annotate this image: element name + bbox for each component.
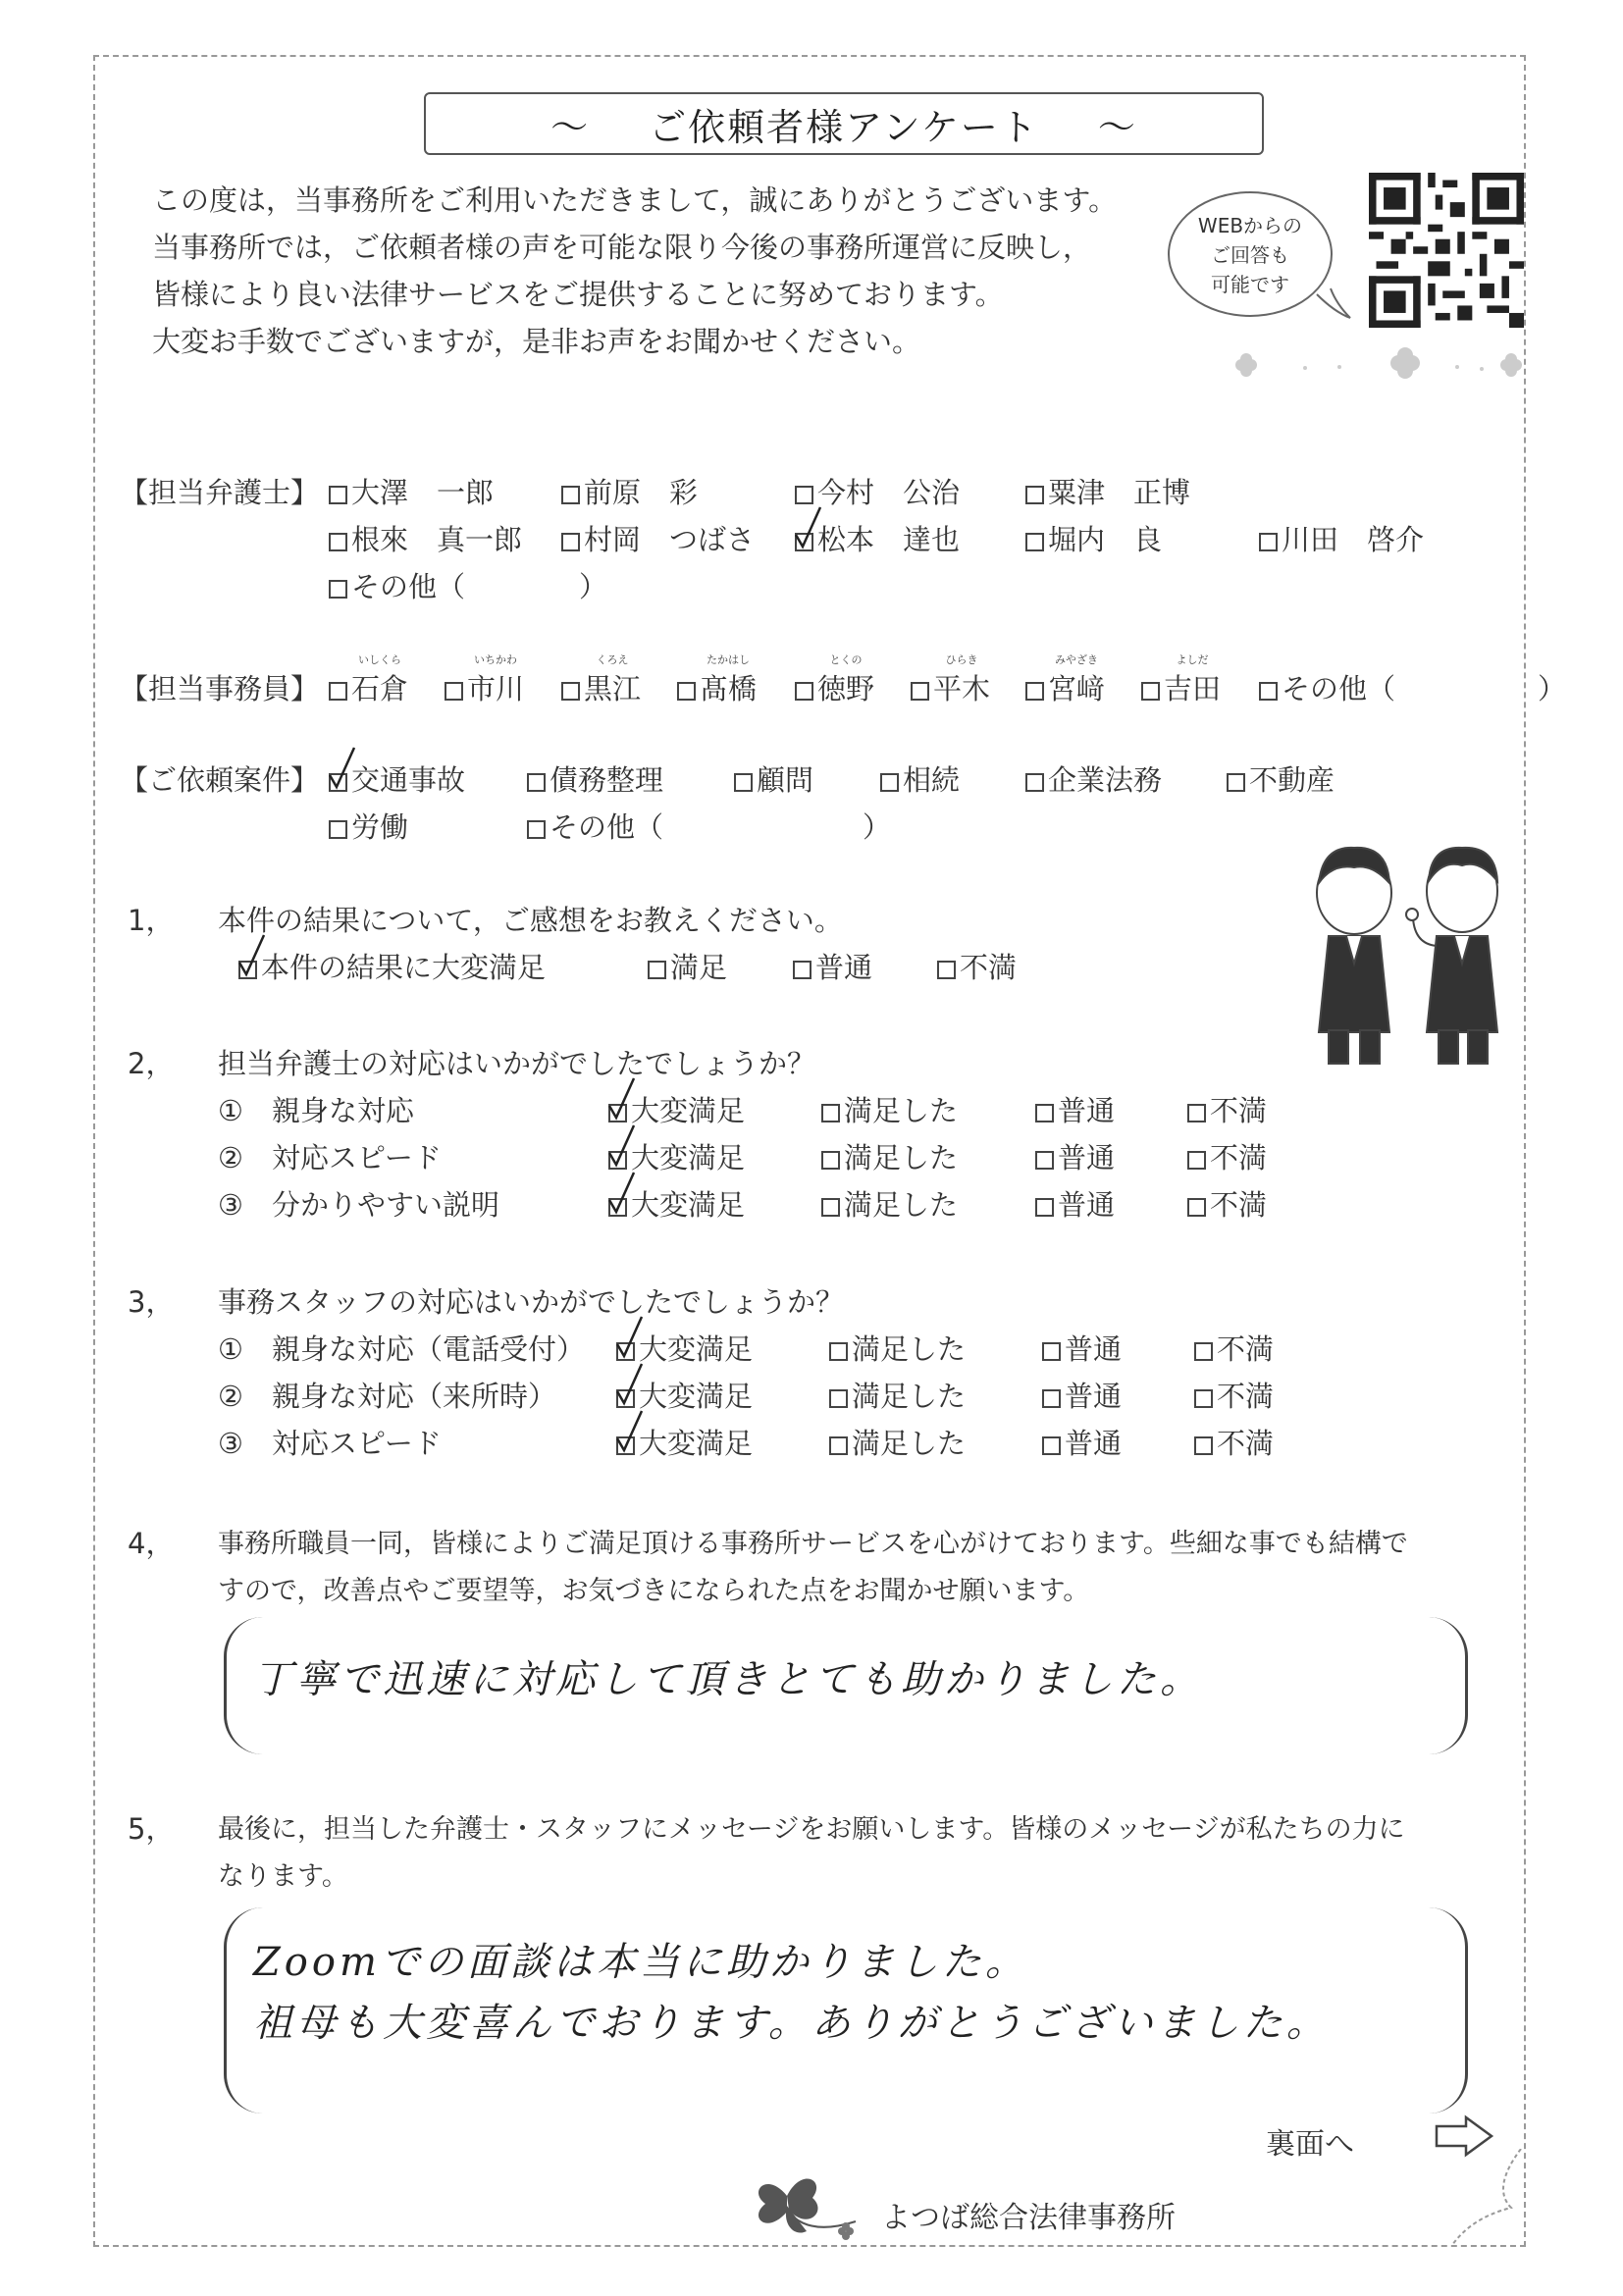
q1-option[interactable] bbox=[793, 946, 872, 986]
checkbox-icon[interactable] bbox=[911, 682, 929, 701]
q1-text: 本件の結果について，ご感想をお教えください。 bbox=[218, 904, 843, 937]
q3-option-label: 満足した bbox=[852, 1427, 967, 1460]
q3-option-label: 満足した bbox=[852, 1332, 967, 1366]
checkbox-icon[interactable] bbox=[1042, 1389, 1061, 1408]
checkbox-icon[interactable] bbox=[1227, 773, 1245, 792]
case-option-other[interactable] bbox=[527, 806, 891, 846]
checkbox-icon[interactable] bbox=[329, 682, 347, 701]
staff-option[interactable] bbox=[329, 653, 409, 707]
q2-option[interactable] bbox=[1035, 1183, 1115, 1224]
bubble-line: 可能です bbox=[1211, 273, 1289, 296]
q1-option-checked[interactable] bbox=[238, 946, 546, 986]
q5-number: 5， bbox=[128, 1812, 175, 1846]
checkbox-icon[interactable] bbox=[608, 1104, 627, 1122]
q3-option[interactable] bbox=[1194, 1422, 1274, 1462]
q2-option-label: 大変満足 bbox=[631, 1141, 746, 1174]
checkbox-icon[interactable] bbox=[329, 773, 347, 792]
checkbox-icon[interactable] bbox=[1025, 486, 1044, 504]
q2-option-label: 不満 bbox=[1210, 1188, 1268, 1222]
lawyer-name: 松本 達也 bbox=[817, 523, 961, 556]
q3-option-label: 普通 bbox=[1065, 1427, 1123, 1460]
lawyer-name: 粟津 正博 bbox=[1048, 476, 1191, 509]
checkbox-icon[interactable] bbox=[795, 682, 813, 701]
q3-option[interactable] bbox=[1042, 1422, 1122, 1462]
staff-name: 平木 bbox=[933, 672, 991, 705]
q2-number: 2， bbox=[128, 1047, 175, 1080]
intro-line-1: この度は，当事務所をご利用いただきまして，誠にありがとうございます。 bbox=[152, 183, 1118, 217]
q3-row-label: ③ 対応スピード bbox=[218, 1427, 442, 1460]
checkbox-icon[interactable] bbox=[1035, 1151, 1054, 1170]
q3-option-label: 満足した bbox=[852, 1380, 967, 1413]
staff-ruby: たかはし bbox=[707, 653, 750, 666]
case-option[interactable] bbox=[734, 758, 813, 799]
qr-code-icon[interactable] bbox=[1369, 173, 1524, 328]
case-option[interactable] bbox=[329, 806, 408, 846]
lawyer-name: 前原 彩 bbox=[584, 476, 699, 509]
lawyer-name: 根來 真一郎 bbox=[351, 523, 523, 556]
case-name: 顧問 bbox=[757, 763, 814, 797]
q5-answer-line-1: Zoomでの面談は本当に助かりました。 bbox=[253, 1940, 1028, 1985]
staff-ruby: いちかわ bbox=[474, 653, 517, 666]
staff-option[interactable] bbox=[677, 653, 758, 707]
q2-option-checked[interactable] bbox=[608, 1136, 745, 1176]
checkbox-icon[interactable] bbox=[795, 486, 813, 504]
staff-name: 吉田 bbox=[1164, 672, 1222, 705]
staff-ruby: ひらき bbox=[945, 653, 978, 666]
checkbox-icon[interactable] bbox=[1042, 1342, 1061, 1361]
checkbox-icon[interactable] bbox=[1025, 533, 1044, 551]
staff-name: 市川 bbox=[467, 672, 525, 705]
case-name: 不動産 bbox=[1249, 763, 1335, 797]
checkbox-icon[interactable] bbox=[329, 486, 347, 504]
q2-option-checked[interactable] bbox=[608, 1183, 745, 1224]
staff-option[interactable] bbox=[1025, 653, 1106, 707]
web-answer-bubble bbox=[1168, 191, 1333, 317]
checkbox-icon[interactable] bbox=[648, 961, 666, 979]
lawyer-option[interactable] bbox=[561, 471, 698, 511]
lawyer-option[interactable] bbox=[795, 471, 960, 511]
checkbox-icon[interactable] bbox=[608, 1151, 627, 1170]
checkbox-icon[interactable] bbox=[616, 1389, 635, 1408]
page-curl-icon bbox=[1452, 2149, 1526, 2247]
lawyer-option[interactable] bbox=[561, 518, 755, 558]
page-title: ご依頼者様アンケート bbox=[649, 105, 1039, 149]
clover-decoration-icon bbox=[1212, 343, 1536, 392]
q3-option-label: 不満 bbox=[1217, 1380, 1275, 1413]
q1-option-label: 本件の結果に大変満足 bbox=[261, 951, 547, 984]
checkbox-icon[interactable] bbox=[829, 1389, 848, 1408]
checkbox-icon[interactable] bbox=[329, 580, 347, 599]
staff-ruby: みやざき bbox=[1055, 653, 1098, 666]
q1-option-label: 普通 bbox=[815, 951, 873, 984]
checkbox-icon[interactable] bbox=[1042, 1436, 1061, 1455]
checkbox-icon[interactable] bbox=[329, 820, 347, 839]
q2-option-checked[interactable] bbox=[608, 1089, 745, 1129]
q3-row-label: ① 親身な対応（電話受付） bbox=[218, 1332, 585, 1366]
checkbox-icon[interactable] bbox=[1035, 1198, 1054, 1217]
lawyer-label: 【担当弁護士】 bbox=[120, 476, 320, 509]
checkbox-icon[interactable] bbox=[1035, 1104, 1054, 1122]
q4-text-line-2: すので，改善点やご要望等，お気づきになられた点をお聞かせ願います。 bbox=[218, 1576, 1090, 1606]
staff-option[interactable] bbox=[795, 653, 875, 707]
q1-number: 1， bbox=[128, 904, 175, 937]
q2-option-label: 大変満足 bbox=[631, 1188, 746, 1222]
bubble-tail-icon bbox=[1315, 285, 1354, 324]
q2-option-label: 不満 bbox=[1210, 1094, 1268, 1127]
q2-option[interactable] bbox=[1187, 1136, 1267, 1176]
q3-option[interactable] bbox=[1042, 1375, 1122, 1415]
q3-option[interactable] bbox=[1194, 1375, 1274, 1415]
lawyer-option[interactable] bbox=[1259, 518, 1424, 558]
q4-number: 4， bbox=[128, 1527, 175, 1560]
q2-option-label: 満足した bbox=[844, 1094, 959, 1127]
q2-option-label: 普通 bbox=[1058, 1141, 1116, 1174]
lawyer-name: 村岡 つばさ bbox=[584, 523, 756, 556]
lawyer-option-checked[interactable] bbox=[795, 518, 960, 558]
staff-option[interactable] bbox=[561, 653, 642, 707]
checkbox-icon[interactable] bbox=[1259, 682, 1278, 701]
staff-name: 徳野 bbox=[817, 672, 875, 705]
q3-option[interactable] bbox=[829, 1422, 966, 1462]
checkbox-icon[interactable] bbox=[793, 961, 812, 979]
intro-line-3: 皆様により良い法律サービスをご提供することに努めております。 bbox=[152, 278, 1004, 311]
checkbox-icon[interactable] bbox=[1194, 1342, 1213, 1361]
q3-number: 3， bbox=[128, 1285, 175, 1319]
title-tilde-left: ～ bbox=[550, 105, 591, 149]
checkbox-icon[interactable] bbox=[561, 533, 580, 551]
staff-ruby: くろえ bbox=[596, 653, 629, 666]
q2-option[interactable] bbox=[821, 1183, 958, 1224]
q3-option[interactable] bbox=[1194, 1328, 1274, 1368]
staff-option-other[interactable] bbox=[1259, 667, 1566, 707]
q2-option[interactable] bbox=[1187, 1089, 1267, 1129]
q2-option[interactable] bbox=[821, 1136, 958, 1176]
title-tilde-right: ～ bbox=[1097, 105, 1137, 149]
checkbox-icon[interactable] bbox=[821, 1104, 840, 1122]
survey-title-box bbox=[424, 92, 1264, 155]
q3-option-label: 大変満足 bbox=[639, 1427, 754, 1460]
checkbox-icon[interactable] bbox=[1187, 1151, 1206, 1170]
checkbox-icon[interactable] bbox=[795, 533, 813, 551]
q2-option[interactable] bbox=[821, 1089, 958, 1129]
lawyer-name: 大澤 一郎 bbox=[351, 476, 495, 509]
q1-option[interactable] bbox=[648, 946, 727, 986]
q1-option-label: 満足 bbox=[670, 951, 728, 984]
checkbox-icon[interactable] bbox=[616, 1436, 635, 1455]
lawyer-option[interactable] bbox=[329, 518, 522, 558]
case-option[interactable] bbox=[1227, 758, 1335, 799]
case-name: 相続 bbox=[903, 763, 961, 797]
lawyer-option[interactable] bbox=[329, 471, 494, 511]
checkbox-icon[interactable] bbox=[527, 773, 546, 792]
lawyer-name: 川田 啓介 bbox=[1282, 523, 1425, 556]
q2-text: 担当弁護士の対応はいかがでしたでしょうか？ bbox=[218, 1047, 816, 1080]
q3-option-checked[interactable] bbox=[616, 1422, 753, 1462]
q1-option[interactable] bbox=[937, 946, 1017, 986]
case-option[interactable] bbox=[880, 758, 960, 799]
q3-option-label: 普通 bbox=[1065, 1380, 1123, 1413]
checkbox-icon[interactable] bbox=[527, 820, 546, 839]
checkbox-icon[interactable] bbox=[1187, 1104, 1206, 1122]
checkbox-icon[interactable] bbox=[880, 773, 899, 792]
bubble-line: ご回答も bbox=[1211, 243, 1289, 267]
staff-name: 黒江 bbox=[584, 672, 642, 705]
back-page-label[interactable]: 裏面へ bbox=[1266, 2127, 1354, 2162]
q2-row-label: ① 親身な対応 bbox=[218, 1094, 414, 1127]
q3-option-checked[interactable] bbox=[616, 1375, 753, 1415]
case-name: 労働 bbox=[351, 810, 409, 844]
q3-option-label: 大変満足 bbox=[639, 1332, 754, 1366]
staff-label: 【担当事務員】 bbox=[120, 672, 320, 705]
q5-text-line-2: なります。 bbox=[218, 1861, 348, 1892]
q2-option-label: 普通 bbox=[1058, 1094, 1116, 1127]
lawyer-option[interactable] bbox=[1025, 471, 1190, 511]
lawyer-name: 今村 公治 bbox=[817, 476, 961, 509]
checkbox-icon[interactable] bbox=[821, 1151, 840, 1170]
bubble-line: WEBからの bbox=[1197, 214, 1303, 237]
q2-option[interactable] bbox=[1035, 1089, 1115, 1129]
q3-option-label: 普通 bbox=[1065, 1332, 1123, 1366]
checkbox-icon[interactable] bbox=[445, 682, 463, 701]
q3-option-checked[interactable] bbox=[616, 1328, 753, 1368]
checkbox-icon[interactable] bbox=[734, 773, 753, 792]
checkbox-icon[interactable] bbox=[1194, 1436, 1213, 1455]
case-name: その他（ ） bbox=[550, 810, 892, 844]
q3-option-label: 大変満足 bbox=[639, 1380, 754, 1413]
q3-option-label: 不満 bbox=[1217, 1427, 1275, 1460]
lawyer-name: 堀内 良 bbox=[1048, 523, 1163, 556]
q2-row-label: ③ 分かりやすい説明 bbox=[218, 1188, 499, 1222]
intro-line-4: 大変お手数でございますが，是非お声をお聞かせください。 bbox=[152, 325, 921, 358]
q2-option-label: 満足した bbox=[844, 1188, 959, 1222]
staff-option[interactable] bbox=[445, 653, 525, 707]
checkbox-icon[interactable] bbox=[1025, 773, 1044, 792]
checkbox-icon[interactable] bbox=[608, 1198, 627, 1217]
firm-name: よつば総合法律事務所 bbox=[881, 2201, 1176, 2235]
checkbox-icon[interactable] bbox=[329, 533, 347, 551]
q5-text-line-1: 最後に，担当した弁護士・スタッフにメッセージをお願いします。皆様のメッセージが私たちの力に bbox=[218, 1814, 1405, 1845]
checkbox-icon[interactable] bbox=[829, 1342, 848, 1361]
case-name: 交通事故 bbox=[351, 763, 466, 797]
q4-answer-text: 丁寧で迅速に対応して頂きとても助かりました。 bbox=[253, 1657, 1203, 1702]
intro-line-2: 当事務所では，ご依頼者様の声を可能な限り今後の事務所運営に反映し， bbox=[152, 231, 1092, 264]
staff-option[interactable] bbox=[911, 653, 991, 707]
checkbox-icon[interactable] bbox=[821, 1198, 840, 1217]
case-option-checked[interactable] bbox=[329, 758, 465, 799]
checkbox-icon[interactable] bbox=[829, 1436, 848, 1455]
q2-option[interactable] bbox=[1187, 1183, 1267, 1224]
case-option[interactable] bbox=[527, 758, 663, 799]
case-name: 企業法務 bbox=[1048, 763, 1163, 797]
q3-text: 事務スタッフの対応はいかがでしたでしょうか？ bbox=[218, 1285, 845, 1319]
clover-logo-icon bbox=[748, 2166, 875, 2245]
staff-ruby: いしくら bbox=[358, 653, 401, 666]
checkbox-icon[interactable] bbox=[937, 961, 956, 979]
lawyer-characters-illustration bbox=[1293, 836, 1529, 1071]
q2-option-label: 不満 bbox=[1210, 1141, 1268, 1174]
checkbox-icon[interactable] bbox=[561, 682, 580, 701]
q2-row-label: ② 対応スピード bbox=[218, 1141, 442, 1174]
staff-name: 髙橋 bbox=[700, 672, 758, 705]
case-option[interactable] bbox=[1025, 758, 1162, 799]
checkbox-icon[interactable] bbox=[561, 486, 580, 504]
q2-option-label: 満足した bbox=[844, 1141, 959, 1174]
q2-option-label: 大変満足 bbox=[631, 1094, 746, 1127]
q2-option[interactable] bbox=[1035, 1136, 1115, 1176]
checkbox-icon[interactable] bbox=[616, 1342, 635, 1361]
staff-other-label: その他（ ） bbox=[1282, 672, 1567, 705]
staff-name: 石倉 bbox=[351, 672, 409, 705]
q3-option[interactable] bbox=[829, 1328, 966, 1368]
checkbox-icon[interactable] bbox=[1025, 682, 1044, 701]
staff-option[interactable] bbox=[1141, 653, 1222, 707]
q4-text-line-1: 事務所職員一同，皆様によりご満足頂ける事務所サービスを心がけております。些細な事でも結構で bbox=[218, 1529, 1408, 1559]
staff-name: 宮﨑 bbox=[1048, 672, 1106, 705]
checkbox-icon[interactable] bbox=[677, 682, 696, 701]
q2-option-label: 普通 bbox=[1058, 1188, 1116, 1222]
q3-option[interactable] bbox=[829, 1375, 966, 1415]
q1-option-label: 不満 bbox=[960, 951, 1018, 984]
lawyer-option-other[interactable] bbox=[329, 565, 607, 605]
case-label: 【ご依頼案件】 bbox=[120, 763, 320, 797]
q3-option[interactable] bbox=[1042, 1328, 1122, 1368]
staff-ruby: よしだ bbox=[1176, 653, 1209, 666]
lawyer-option[interactable] bbox=[1025, 518, 1162, 558]
checkbox-icon[interactable] bbox=[1187, 1198, 1206, 1217]
lawyer-other-label: その他（ ） bbox=[351, 570, 608, 603]
checkbox-icon[interactable] bbox=[1194, 1389, 1213, 1408]
q3-row-label: ② 親身な対応（来所時） bbox=[218, 1380, 556, 1413]
checkbox-icon[interactable] bbox=[238, 961, 257, 979]
q5-answer-line-2: 祖母も大変喜んでおります。ありがとうございました。 bbox=[253, 2001, 1330, 2046]
checkbox-icon[interactable] bbox=[1259, 533, 1278, 551]
q3-option-label: 不満 bbox=[1217, 1332, 1275, 1366]
case-name: 債務整理 bbox=[550, 763, 664, 797]
staff-ruby: とくの bbox=[829, 653, 863, 666]
checkbox-icon[interactable] bbox=[1141, 682, 1160, 701]
